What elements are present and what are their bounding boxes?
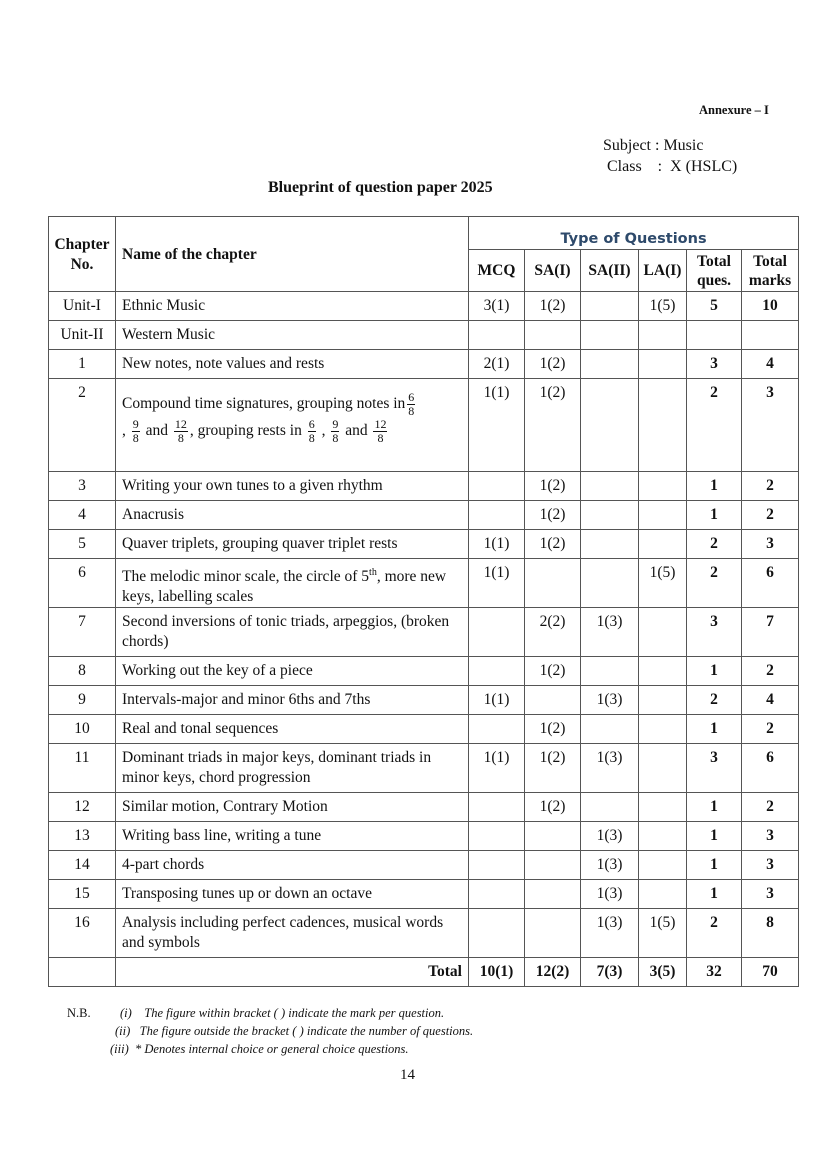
cell-la1 [639, 657, 687, 686]
total-empty-cell [49, 958, 116, 987]
total-ques: 32 [687, 958, 742, 987]
cell-sa2 [581, 530, 639, 559]
chapter-name-text: , more new keys, labelling scales [122, 568, 447, 606]
fraction [331, 418, 339, 445]
header-mcq: MCQ [469, 250, 525, 292]
chapter-name [116, 909, 469, 958]
chapter-name-text: Dominant triads in major keys, dominant triads in minor keys, chord progression [122, 749, 432, 787]
chapter-number: 16 [49, 909, 116, 958]
note-2: (ii) The figure outside the bracket ( ) indicate the number of questions. [115, 1024, 474, 1038]
total-sa1: 12(2) [525, 958, 581, 987]
chapter-name [116, 744, 469, 793]
cell-mcq: 3(1) [469, 292, 525, 321]
cell-sa1 [525, 851, 581, 880]
table-row [49, 530, 799, 559]
chapter-name-text: Quaver triplets, grouping quaver triplet rests [122, 535, 398, 552]
denominator: 8 [308, 431, 315, 445]
cell-sa1: 1(2) [525, 350, 581, 379]
cell-mcq [469, 909, 525, 958]
cell-total-marks: 3 [742, 851, 799, 880]
note-1: (i) The figure within bracket ( ) indicate the mark per question. [120, 1006, 445, 1020]
chapter-name [116, 501, 469, 530]
cell-total-ques: 5 [687, 292, 742, 321]
cell-la1 [639, 530, 687, 559]
chapter-number: 12 [49, 793, 116, 822]
cell-sa1: 1(2) [525, 657, 581, 686]
document-title: Blueprint of question paper 2025 [268, 179, 493, 196]
chapter-name [116, 715, 469, 744]
fraction [174, 418, 188, 445]
cell-sa1: 2(2) [525, 608, 581, 657]
cell-sa1: 1(2) [525, 379, 581, 472]
table-row [49, 744, 799, 793]
cell-sa2 [581, 501, 639, 530]
chapter-name-text: , [122, 422, 130, 440]
numerator: 12 [174, 417, 187, 431]
table-row [49, 686, 799, 715]
cell-total-marks: 2 [742, 501, 799, 530]
header-la-i: LA(I) [639, 250, 687, 292]
header-total-marks: Total marks [742, 250, 799, 292]
cell-total-ques: 1 [687, 793, 742, 822]
table-row [49, 657, 799, 686]
chapter-name [116, 350, 469, 379]
cell-total-ques: 1 [687, 715, 742, 744]
cell-sa2 [581, 559, 639, 608]
page-number: 14 [400, 1067, 415, 1083]
cell-sa1 [525, 559, 581, 608]
numerator: 9 [132, 417, 139, 431]
chapter-number: 3 [49, 472, 116, 501]
class-label: Class : X (HSLC) [607, 158, 738, 175]
table-row [49, 909, 799, 958]
cell-sa1 [525, 321, 581, 350]
chapter-number: 10 [49, 715, 116, 744]
cell-sa2: 1(3) [581, 686, 639, 715]
cell-total-marks: 8 [742, 909, 799, 958]
cell-la1 [639, 715, 687, 744]
cell-sa2: 1(3) [581, 880, 639, 909]
cell-la1 [639, 608, 687, 657]
chapter-number: Unit-II [49, 321, 116, 350]
chapter-number: 6 [49, 559, 116, 608]
cell-la1 [639, 822, 687, 851]
cell-la1 [639, 686, 687, 715]
denominator: 8 [377, 431, 384, 445]
cell-total-ques [687, 321, 742, 350]
cell-mcq: 1(1) [469, 744, 525, 793]
cell-sa1: 1(2) [525, 530, 581, 559]
cell-total-marks: 4 [742, 350, 799, 379]
cell-total-marks: 2 [742, 715, 799, 744]
cell-mcq [469, 822, 525, 851]
total-label: Total [116, 958, 469, 987]
cell-sa1 [525, 880, 581, 909]
total-row [49, 958, 799, 987]
chapter-name [116, 292, 469, 321]
cell-sa1 [525, 686, 581, 715]
denominator: 8 [332, 431, 339, 445]
chapter-name-text: , [317, 422, 330, 440]
cell-sa2 [581, 472, 639, 501]
chapter-number: 1 [49, 350, 116, 379]
cell-mcq [469, 657, 525, 686]
header-sa-i: SA(I) [525, 250, 581, 292]
chapter-name-text: Working out the key of a piece [122, 662, 313, 680]
numerator: 6 [408, 390, 415, 404]
chapter-name-text: Western Music [122, 326, 216, 343]
cell-la1 [639, 321, 687, 350]
fraction [132, 418, 140, 445]
chapter-name-text: The melodic minor scale, the circle of 5 [122, 568, 370, 586]
denominator: 8 [177, 431, 184, 445]
table-row [49, 350, 799, 379]
cell-sa2: 1(3) [581, 909, 639, 958]
subject-label: Subject : Music [603, 137, 704, 154]
cell-total-ques: 1 [687, 822, 742, 851]
chapter-number: 8 [49, 657, 116, 686]
header-chapter-name: Name of the chapter [116, 217, 469, 292]
nb-label: N.B. [67, 1006, 91, 1020]
cell-total-marks: 4 [742, 686, 799, 715]
cell-mcq: 1(1) [469, 686, 525, 715]
cell-mcq [469, 501, 525, 530]
cell-sa1 [525, 822, 581, 851]
table-row [49, 822, 799, 851]
cell-total-ques: 3 [687, 608, 742, 657]
chapter-name-text: Intervals-major and minor 6ths and 7ths [122, 691, 371, 709]
cell-mcq: 1(1) [469, 559, 525, 608]
chapter-name-text: Anacrusis [122, 506, 184, 523]
chapter-name-text: Writing your own tunes to a given rhythm [122, 477, 383, 494]
header-type-of-questions: Type of Questions [469, 217, 799, 250]
cell-total-ques: 2 [687, 559, 742, 608]
chapter-name [116, 822, 469, 851]
blueprint-table [48, 216, 799, 987]
note-3: (iii) * Denotes internal choice or general choice questions. [110, 1042, 409, 1056]
chapter-name-text: Writing bass line, writing a tune [122, 827, 322, 845]
chapter-name-text: Compound time signatures, grouping notes in [122, 395, 406, 413]
chapter-number: 7 [49, 608, 116, 657]
chapter-name [116, 608, 469, 657]
cell-mcq [469, 880, 525, 909]
cell-total-marks: 3 [742, 530, 799, 559]
cell-la1 [639, 501, 687, 530]
chapter-number: 4 [49, 501, 116, 530]
table-row [49, 880, 799, 909]
cell-total-marks [742, 321, 799, 350]
table-row [49, 715, 799, 744]
chapter-name [116, 793, 469, 822]
table-row [49, 608, 799, 657]
cell-mcq [469, 851, 525, 880]
cell-total-marks: 3 [742, 880, 799, 909]
cell-la1: 1(5) [639, 909, 687, 958]
cell-sa2 [581, 379, 639, 472]
cell-total-ques: 2 [687, 909, 742, 958]
cell-total-marks: 6 [742, 744, 799, 793]
chapter-name-text: , grouping rests in [189, 422, 306, 440]
chapter-name-text: 4-part chords [122, 856, 205, 874]
cell-la1 [639, 793, 687, 822]
chapter-name-text: Real and tonal sequences [122, 720, 279, 738]
fraction [407, 391, 415, 418]
cell-sa2: 1(3) [581, 851, 639, 880]
table-row [49, 292, 799, 321]
cell-sa1: 1(2) [525, 793, 581, 822]
chapter-name-text: and [341, 422, 372, 440]
chapter-name [116, 686, 469, 715]
chapter-name [116, 657, 469, 686]
cell-la1 [639, 744, 687, 793]
chapter-number: Unit-I [49, 292, 116, 321]
cell-sa1 [525, 909, 581, 958]
cell-mcq: 1(1) [469, 530, 525, 559]
cell-mcq [469, 715, 525, 744]
chapter-number: 14 [49, 851, 116, 880]
cell-sa1: 1(2) [525, 472, 581, 501]
table-row [49, 559, 799, 608]
chapter-number: 9 [49, 686, 116, 715]
cell-total-marks: 6 [742, 559, 799, 608]
chapter-name [116, 379, 469, 472]
cell-sa2: 1(3) [581, 822, 639, 851]
chapter-name [116, 851, 469, 880]
cell-mcq [469, 608, 525, 657]
cell-total-marks: 2 [742, 657, 799, 686]
cell-sa1: 1(2) [525, 744, 581, 793]
cell-total-ques: 1 [687, 472, 742, 501]
chapter-name-text: Similar motion, Contrary Motion [122, 798, 328, 816]
cell-sa2 [581, 350, 639, 379]
chapter-number: 11 [49, 744, 116, 793]
chapter-number: 15 [49, 880, 116, 909]
denominator: 8 [132, 431, 139, 445]
cell-total-ques: 3 [687, 350, 742, 379]
cell-mcq: 1(1) [469, 379, 525, 472]
cell-sa2 [581, 657, 639, 686]
chapter-name-text: Second inversions of tonic triads, arpeggios, (broken chords) [122, 613, 450, 651]
fraction [308, 418, 316, 445]
table-row [49, 321, 799, 350]
chapter-name [116, 559, 469, 608]
cell-la1: 1(5) [639, 559, 687, 608]
header-chapter-no: Chapter No. [49, 217, 116, 292]
cell-total-ques: 1 [687, 501, 742, 530]
cell-total-ques: 1 [687, 851, 742, 880]
cell-la1 [639, 851, 687, 880]
cell-la1 [639, 472, 687, 501]
cell-total-marks: 7 [742, 608, 799, 657]
cell-sa2 [581, 321, 639, 350]
table-row [49, 472, 799, 501]
cell-mcq [469, 472, 525, 501]
cell-total-marks: 3 [742, 822, 799, 851]
fraction [373, 418, 387, 445]
annexure-label: Annexure – I [699, 103, 769, 117]
cell-total-ques: 1 [687, 880, 742, 909]
cell-sa2 [581, 715, 639, 744]
chapter-number: 13 [49, 822, 116, 851]
cell-sa1: 1(2) [525, 715, 581, 744]
cell-total-marks: 10 [742, 292, 799, 321]
total-marks: 70 [742, 958, 799, 987]
total-la1: 3(5) [639, 958, 687, 987]
cell-total-marks: 3 [742, 379, 799, 472]
cell-sa2: 1(3) [581, 744, 639, 793]
chapter-name-text: Analysis including perfect cadences, musical words and symbols [122, 914, 444, 952]
chapter-number: 5 [49, 530, 116, 559]
header-total-ques: Total ques. [687, 250, 742, 292]
chapter-name [116, 472, 469, 501]
denominator: 8 [408, 404, 415, 418]
cell-mcq [469, 793, 525, 822]
cell-total-ques: 1 [687, 657, 742, 686]
total-mcq: 10(1) [469, 958, 525, 987]
cell-total-ques: 3 [687, 744, 742, 793]
table-row [49, 793, 799, 822]
superscript: th [369, 567, 377, 578]
numerator: 12 [374, 417, 387, 431]
cell-total-marks: 2 [742, 472, 799, 501]
chapter-name-text: and [141, 422, 172, 440]
cell-sa2: 1(3) [581, 608, 639, 657]
cell-total-marks: 2 [742, 793, 799, 822]
cell-mcq [469, 321, 525, 350]
chapter-name [116, 530, 469, 559]
numerator: 9 [332, 417, 339, 431]
table-row [49, 501, 799, 530]
cell-sa1: 1(2) [525, 292, 581, 321]
cell-sa2 [581, 292, 639, 321]
cell-total-ques: 2 [687, 686, 742, 715]
table-row [49, 379, 799, 472]
chapter-name [116, 880, 469, 909]
cell-mcq: 2(1) [469, 350, 525, 379]
cell-la1 [639, 880, 687, 909]
cell-sa2 [581, 793, 639, 822]
chapter-name-text: Ethnic Music [122, 297, 206, 314]
cell-la1 [639, 379, 687, 472]
cell-la1: 1(5) [639, 292, 687, 321]
numerator: 6 [308, 417, 315, 431]
chapter-name [116, 321, 469, 350]
cell-total-ques: 2 [687, 379, 742, 472]
chapter-name-text: New notes, note values and rests [122, 355, 325, 372]
cell-total-ques: 2 [687, 530, 742, 559]
header-sa-ii: SA(II) [581, 250, 639, 292]
total-sa2: 7(3) [581, 958, 639, 987]
cell-la1 [639, 350, 687, 379]
chapter-name-text: Transposing tunes up or down an octave [122, 885, 372, 903]
table-row [49, 851, 799, 880]
cell-sa1: 1(2) [525, 501, 581, 530]
chapter-number: 2 [49, 379, 116, 472]
